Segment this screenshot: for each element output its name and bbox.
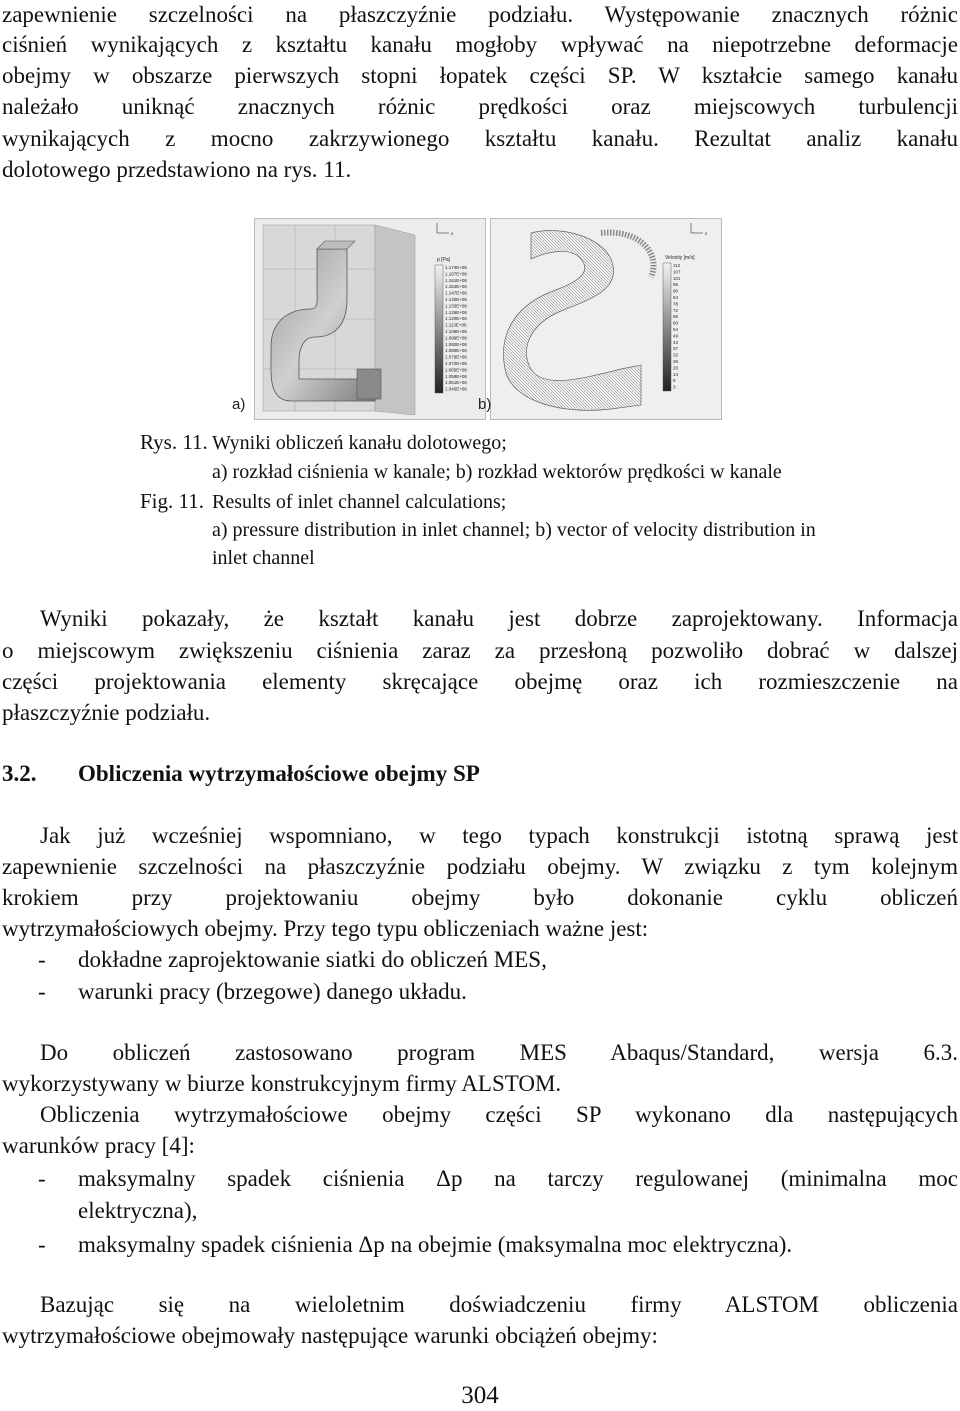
panel-b-label: b) xyxy=(478,396,492,413)
legend-value: 1.161E+06 xyxy=(445,277,467,283)
caption-pl-line: a) rozkład ciśnienia w kanale; b) rozkład wektorów prędkości w kanale xyxy=(212,461,782,483)
list-dash: - xyxy=(38,1232,46,1257)
list-item-continuation: elektryczna), xyxy=(78,1198,198,1223)
caption-en-lead: Fig. 11. xyxy=(140,489,204,513)
pressure-legend-values xyxy=(445,265,467,392)
legend-value: 1.133E+06 xyxy=(445,303,467,309)
section-number: 3.2. xyxy=(2,761,37,786)
legend-value: 1.174E+06 xyxy=(445,265,467,270)
legend-value: 1.092E+06 xyxy=(445,341,467,347)
legend-value: 32 xyxy=(673,352,679,358)
paragraph-1-line: ciśnień wynikających z kształtu kanału mogłoby wpływać na niepotrzebne deformacje xyxy=(2,32,958,57)
legend-value: 101 xyxy=(673,275,681,281)
paragraph-5-line: Obliczenia wytrzymałościowe obejmy części SP wykonano dla następujących xyxy=(40,1102,958,1127)
legend-value: 3 xyxy=(673,384,676,390)
caption-pl-lead: Rys. 11. xyxy=(140,430,208,454)
paragraph-1-line: należało uniknąć znacznych różnic prędkości oraz miejscowych turbulencji xyxy=(2,94,958,119)
paragraph-5-line: warunków pracy [4]: xyxy=(2,1133,195,1158)
paragraph-1-line: dolotowego przedstawiono na rys. 11. xyxy=(2,157,352,182)
list-item: maksymalny spadek ciśnienia Δp na tarczy regulowanej (minimalna moc xyxy=(78,1166,958,1191)
caption-en-line: a) pressure distribution in inlet channel; b) vector of velocity distribution in xyxy=(212,519,816,541)
legend-value: 37 xyxy=(673,346,679,352)
legend-value: 1.140E+06 xyxy=(445,297,467,302)
legend-value: 1.072E+06 xyxy=(445,361,467,366)
legend-value: 1.154E+06 xyxy=(445,284,467,290)
paragraph-3-line: zapewnienie szczelności na płaszczyźnie podziału obejmy. W związku z tym kolejnym xyxy=(2,854,958,879)
velocity-vectors-image xyxy=(491,219,721,419)
legend-value: 107 xyxy=(673,269,681,275)
legend-value: 54 xyxy=(673,327,679,332)
paragraph-6-line: Bazując się na wieloletnim doświadczeniu firmy ALSTOM obliczenia xyxy=(40,1292,958,1317)
paragraph-1-line: wynikających z mocno zakrzywionego kształtu kanału. Rezultat analiz kanału xyxy=(2,126,958,151)
paragraph-6-line: wytrzymałościowe obejmowały następujące warunki obciążeń obejmy: xyxy=(2,1323,658,1348)
legend-value: 43 xyxy=(673,339,679,345)
velocity-vectors-panel xyxy=(490,218,722,420)
legend-value: 84 xyxy=(673,295,679,300)
paragraph-1-line: obejmy w obszarze pierwszych stopni łopatek części SP. W kształcie samego kanału xyxy=(2,63,958,88)
legend-value: 78 xyxy=(673,301,679,307)
legend-value: 9 xyxy=(673,378,676,384)
legend-value: 14 xyxy=(673,371,679,377)
legend-value: 95 xyxy=(673,282,679,288)
list-dash: - xyxy=(38,979,46,1004)
section-title: Obliczenia wytrzymałościowe obejmy SP xyxy=(78,761,480,786)
legend-value: 1.147E+06 xyxy=(445,290,467,296)
legend-value: 72 xyxy=(673,307,679,313)
legend-value: 1.051E+06 xyxy=(445,380,467,386)
legend-title: p [Pa] xyxy=(437,257,451,263)
legend-value: 1.106E+06 xyxy=(445,329,467,334)
pressure-distribution-image xyxy=(255,219,485,419)
legend-value: 1.126E+06 xyxy=(445,309,467,315)
paragraph-1-line: zapewnienie szczelności na płaszczyźnie podziału. Występowanie znacznych różnic xyxy=(2,2,958,27)
legend-value: 1.045E+06 xyxy=(445,386,467,392)
paragraph-4-line: wykorzystywany w biurze konstrukcyjnym firmy ALSTOM. xyxy=(2,1071,562,1096)
legend-value: 60 xyxy=(673,320,679,326)
axis-label: x xyxy=(451,231,454,236)
paragraph-2-line: o miejscowym zwiększeniu ciśnienia zaraz za przesłoną pozwoliło dobrać w dalszej xyxy=(2,638,958,663)
legend-value: 1.085E+06 xyxy=(445,348,467,354)
legend-title: Velocity [m/s] xyxy=(665,255,695,261)
legend-value: 90 xyxy=(673,288,679,294)
paragraph-2-line: Wyniki pokazały, że kształt kanału jest dobrze zaprojektowany. Informacja xyxy=(40,606,958,631)
paragraph-3-line: krokiem przy projektowaniu obejmy było dokonanie cyklu obliczeń xyxy=(2,885,958,910)
page-number: 304 xyxy=(461,1382,499,1409)
legend-value: 20 xyxy=(673,365,679,371)
list-item: dokładne zaprojektowanie siatki do obliczeń MES, xyxy=(78,947,547,972)
legend-value: 49 xyxy=(673,333,679,339)
pressure-distribution-panel xyxy=(254,218,486,420)
legend-value: 1.079E+06 xyxy=(445,354,467,360)
panel-a-label: a) xyxy=(232,396,246,413)
paragraph-2-line: płaszczyźnie podziału. xyxy=(2,700,211,725)
list-item: maksymalny spadek ciśnienia Δp na obejmie (maksymalna moc elektryczna). xyxy=(78,1232,793,1257)
legend-value: 1.113E+06 xyxy=(445,322,467,328)
paragraph-3-line: wytrzymałościowych obejmy. Przy tego typu obliczeniach ważne jest: xyxy=(2,916,649,941)
legend-value: 1.058E+06 xyxy=(445,373,467,379)
paragraph-3-line: Jak już wcześniej wspomniano, w tego typach konstrukcji istotną sprawą jest xyxy=(40,823,958,848)
figure-11 xyxy=(232,218,718,418)
legend-value: 1.120E+06 xyxy=(445,316,467,322)
caption-pl-line: Wyniki obliczeń kanału dolotowego; xyxy=(212,432,507,454)
axis-label: z xyxy=(705,231,708,236)
legend-value: 112 xyxy=(673,263,681,268)
legend-value: 1.065E+06 xyxy=(445,367,467,373)
paragraph-4-line: Do obliczeń zastosowano program MES Abaqus/Standard, wersja 6.3. xyxy=(40,1040,958,1065)
list-dash: - xyxy=(38,1166,46,1191)
legend-value: 26 xyxy=(673,359,679,364)
paragraph-2-line: części projektowania elementy skręcające obejmę oraz ich rozmieszczenie na xyxy=(2,669,958,694)
caption-en-line: Results of inlet channel calculations; xyxy=(212,491,507,513)
legend-value: 1.167E+06 xyxy=(445,271,467,277)
list-item: warunki pracy (brzegowe) danego układu. xyxy=(78,979,467,1004)
legend-value: 1.099E+06 xyxy=(445,335,467,341)
caption-en-line: inlet channel xyxy=(212,547,315,569)
legend-value: 66 xyxy=(673,314,679,320)
list-dash: - xyxy=(38,947,46,972)
